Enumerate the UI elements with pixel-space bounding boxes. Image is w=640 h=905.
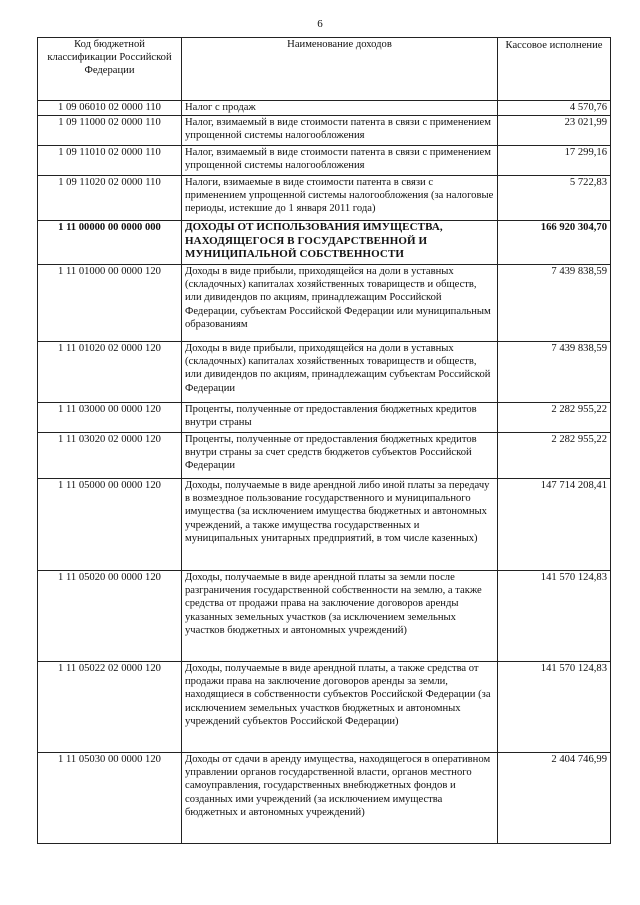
revenue-name-cell: Доходы от сдачи в аренду имущества, находящегося в оперативном управлении органов государственной власти, органов местного самоуправления, государственных внебюджетных фондов и созданных ими учреждений (за исключением имущества бюджетных и автономных учреждений) (182, 753, 498, 844)
revenue-name-cell: Доходы в виде прибыли, приходящейся на доли в уставных (складочных) капиталах хозяйственных товариществ и обществ, или дивидендов по акциям, принадлежащим Российской Федерации, субъектам Российской Федерации или муниципальным образованиям (182, 265, 498, 342)
revenue-name-cell: Налог с продаж (182, 101, 498, 116)
table-row (38, 176, 611, 221)
revenue-name-cell: Проценты, полученные от предоставления бюджетных кредитов внутри страны за счет средств бюджетов субъектов Российской Федерации (182, 433, 498, 479)
table-row (38, 403, 611, 433)
amount-cell: 7 439 838,59 (498, 342, 611, 403)
budget-code-cell: 1 11 01000 00 0000 120 (38, 265, 182, 342)
revenue-name-cell: Налог, взимаемый в виде стоимости патента в связи с применением упрощенной системы налогообложения (182, 116, 498, 146)
revenue-name-cell: Доходы, получаемые в виде арендной платы, а также средства от продажи права на заключение договоров аренды за земли, находящиеся в собственности субъектов Российской Федерации (за исключением земельных участков бюджетных и автономных учреждений субъектов Российской Федерации) (182, 662, 498, 753)
table-row (38, 753, 611, 844)
revenue-name-cell: Налоги, взимаемые в виде стоимости патента в связи с применением упрощенной системы налогообложения (за налоговые периоды, истекшие до 1 января 2011 года) (182, 176, 498, 221)
amount-cell: 2 282 955,22 (498, 433, 611, 479)
table-row (38, 265, 611, 342)
budget-code-cell: 1 11 05022 02 0000 120 (38, 662, 182, 753)
page-number: 6 (317, 18, 323, 30)
table-row (38, 101, 611, 116)
revenue-name-cell: Проценты, полученные от предоставления бюджетных кредитов внутри страны (182, 403, 498, 433)
table-row (38, 571, 611, 662)
amount-cell: 147 714 208,41 (498, 479, 611, 571)
revenue-name-cell: Налог, взимаемый в виде стоимости патента в связи с применением упрощенной системы налогообложения (182, 146, 498, 176)
table-row (38, 146, 611, 176)
table-row (38, 342, 611, 403)
table-row (38, 221, 611, 265)
amount-cell: 2 404 746,99 (498, 753, 611, 844)
revenue-name-cell: Доходы, получаемые в виде арендной либо иной платы за передачу в возмездное пользование государственного и муниципального имущества (за исключением имущества бюджетных и автономных учреждений, а также имущества государственных и муниципальных унитарных предприятий, в том числе казенных) (182, 479, 498, 571)
table-body (38, 101, 611, 844)
table-row (38, 433, 611, 479)
table-header-row (38, 38, 611, 101)
amount-cell: 141 570 124,83 (498, 662, 611, 753)
amount-cell: 17 299,16 (498, 146, 611, 176)
amount-cell: 2 282 955,22 (498, 403, 611, 433)
header-budget-code: Код бюджетной классификации Российской Федерации (38, 38, 182, 101)
budget-code-cell: 1 09 06010 02 0000 110 (38, 101, 182, 116)
revenue-name-cell: Доходы, получаемые в виде арендной платы за земли после разграничения государственной собственности на землю, а также средства от продажи права на заключение договоров аренды указанных земельных участков (за исключением земельных участков бюджетных и автономных учреждений) (182, 571, 498, 662)
amount-cell: 141 570 124,83 (498, 571, 611, 662)
budget-code-cell: 1 09 11010 02 0000 110 (38, 146, 182, 176)
amount-cell: 7 439 838,59 (498, 265, 611, 342)
table-row (38, 116, 611, 146)
revenue-name-cell: Доходы в виде прибыли, приходящейся на доли в уставных (складочных) капиталах хозяйственных товариществ и обществ, или дивидендов по акциям, принадлежащим субъектам Российской Федерации (182, 342, 498, 403)
budget-code-cell: 1 11 05030 00 0000 120 (38, 753, 182, 844)
table-row (38, 662, 611, 753)
amount-cell: 23 021,99 (498, 116, 611, 146)
amount-cell: 4 570,76 (498, 101, 611, 116)
header-revenue-name: Наименование доходов (182, 38, 498, 101)
table-row (38, 479, 611, 571)
amount-cell: 166 920 304,70 (498, 221, 611, 265)
revenue-name-cell: ДОХОДЫ ОТ ИСПОЛЬЗОВАНИЯ ИМУЩЕСТВА, НАХОДЯЩЕГОСЯ В ГОСУДАРСТВЕННОЙ И МУНИЦИПАЛЬНОЙ СОБСТВЕННОСТИ (182, 221, 498, 265)
budget-code-cell: 1 11 05000 00 0000 120 (38, 479, 182, 571)
budget-code-cell: 1 11 05020 00 0000 120 (38, 571, 182, 662)
budget-code-cell: 1 09 11020 02 0000 110 (38, 176, 182, 221)
budget-code-cell: 1 09 11000 02 0000 110 (38, 116, 182, 146)
budget-code-cell: 1 11 00000 00 0000 000 (38, 221, 182, 265)
amount-cell: 5 722,83 (498, 176, 611, 221)
budget-code-cell: 1 11 01020 02 0000 120 (38, 342, 182, 403)
budget-code-cell: 1 11 03020 02 0000 120 (38, 433, 182, 479)
revenue-table (37, 37, 611, 844)
budget-code-cell: 1 11 03000 00 0000 120 (38, 403, 182, 433)
header-cash-execution: Кассовое исполнение (498, 38, 611, 101)
